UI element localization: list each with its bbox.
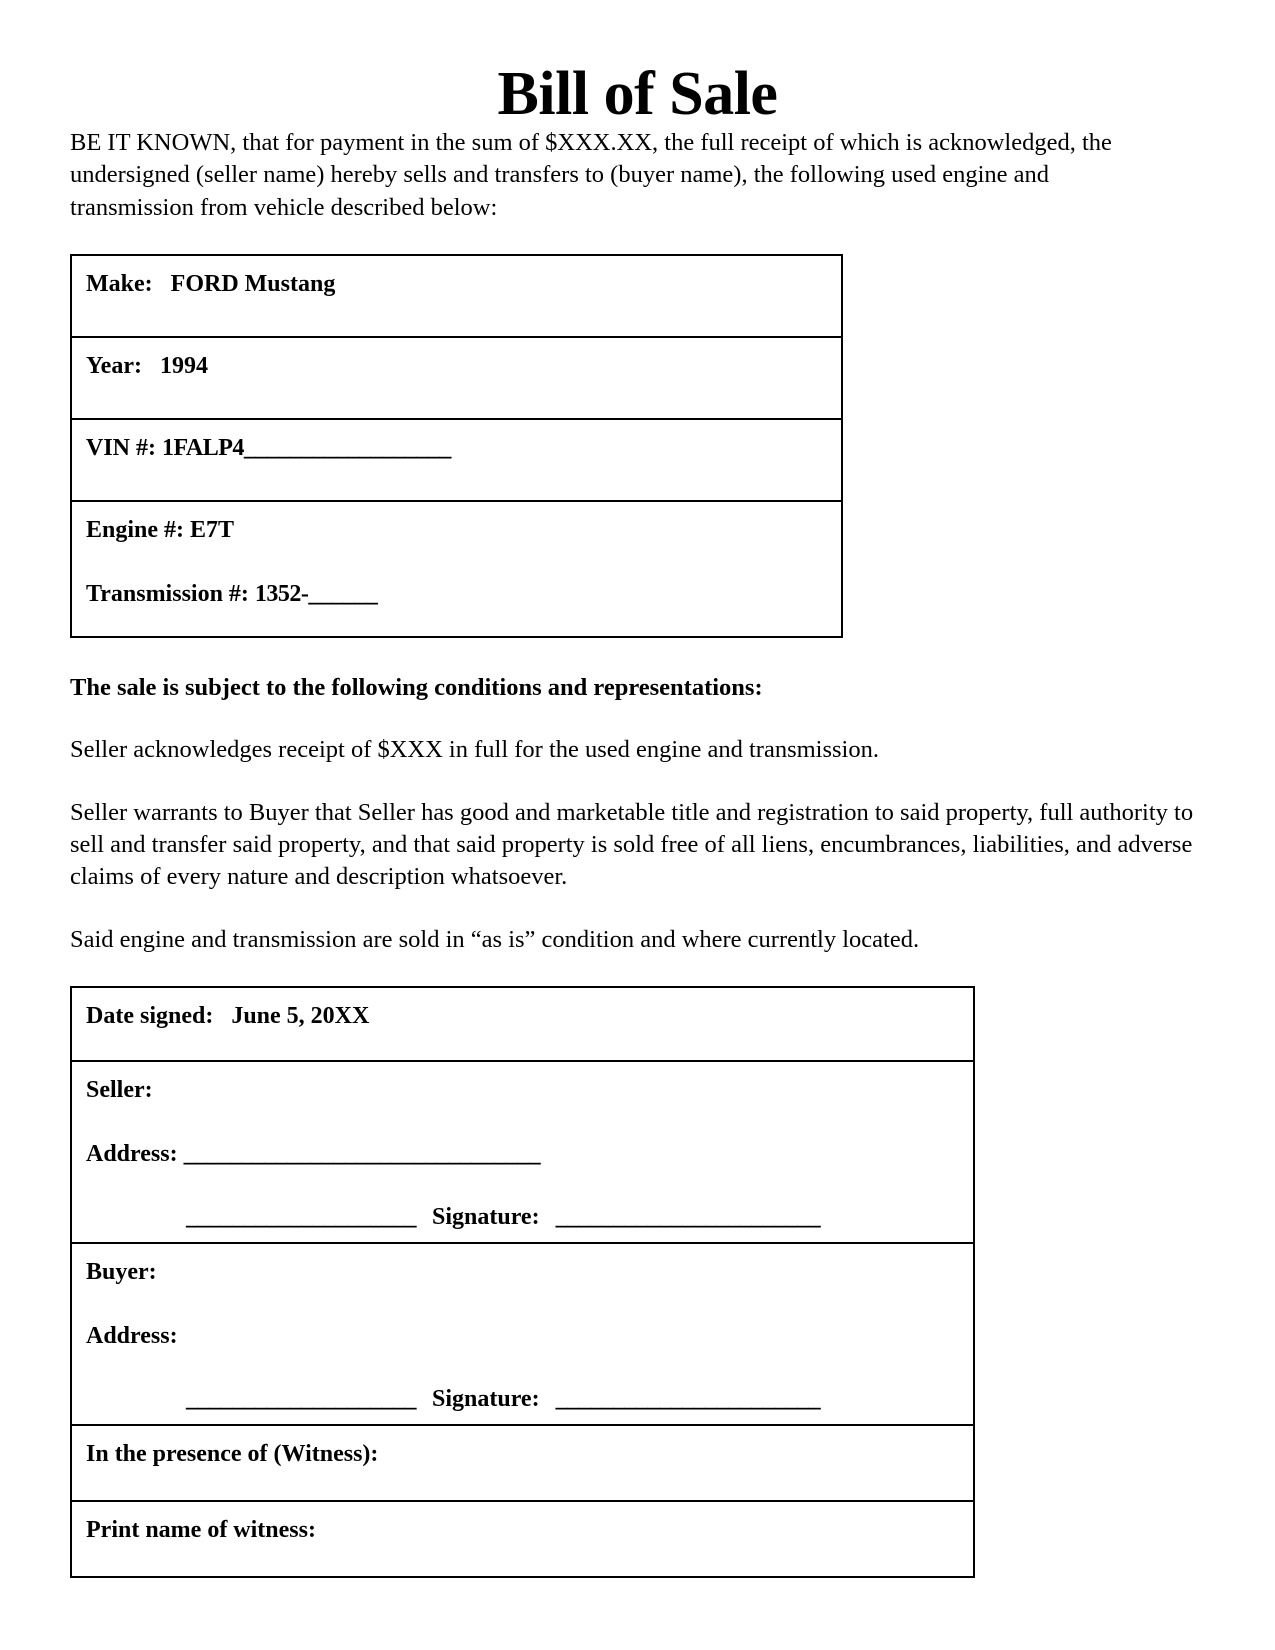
table-row — [71, 255, 842, 337]
receipt-paragraph: Seller acknowledges receipt of $XXX in full for the used engine and transmission. — [70, 736, 879, 764]
intro-paragraph: BE IT KNOWN, that for payment in the sum of $XXX.XX, the full receipt of which is acknowledged, the undersigned (seller name) hereby sells and transfers to (buyer name), the following used engine and transmission from vehicle described below: — [70, 129, 1112, 221]
engine-label: Engine #: — [86, 517, 185, 544]
seller-address-row — [86, 1138, 973, 1170]
buyer-address-label: Address: — [86, 1323, 178, 1350]
buyer-signature-row — [86, 1383, 973, 1415]
buyer-address-row — [86, 1320, 973, 1352]
table-row — [71, 1425, 974, 1501]
spacer — [70, 638, 1205, 672]
table-row — [71, 419, 842, 501]
table-row — [71, 501, 842, 637]
engine-value: E7T — [190, 517, 235, 544]
seller-cell — [71, 1061, 974, 1243]
buyer-label: Buyer: — [86, 1259, 157, 1286]
vin-value: 1FALP4__________________ — [162, 435, 451, 462]
buyer-signature-line: _______________________ — [555, 1385, 821, 1412]
seller-address-line: _______________________________ — [183, 1141, 541, 1168]
spacer — [70, 894, 1205, 924]
buyer-signature-label: Signature: — [432, 1385, 540, 1412]
as-is-paragraph: Said engine and transmission are sold in “as is” condition and where currently located. — [70, 925, 920, 953]
transmission-line — [86, 578, 841, 610]
table-row — [71, 337, 842, 419]
transmission-value: 1352-______ — [254, 581, 378, 608]
vehicle-make-cell — [71, 255, 842, 337]
signature-table — [70, 986, 975, 1578]
witness-presence-label: In the presence of (Witness): — [86, 1441, 379, 1468]
page-title: Bill of Sale — [497, 60, 778, 128]
vin-label: VIN #: — [86, 435, 156, 462]
witness-print-name-cell — [71, 1501, 974, 1577]
conditions-heading: The sale is subject to the following conditions and representations: — [70, 674, 763, 702]
buyer-signature-prefix-line: ____________________ — [186, 1385, 416, 1412]
witness-print-name-label: Print name of witness: — [86, 1517, 316, 1544]
vehicle-engine-transmission-cell — [71, 501, 842, 637]
make-value: FORD Mustang — [170, 271, 336, 298]
seller-signature-prefix-line: ____________________ — [186, 1203, 416, 1230]
vehicle-year-cell — [71, 337, 842, 419]
table-row — [71, 987, 974, 1061]
table-row — [71, 1061, 974, 1243]
seller-address-label: Address: — [86, 1141, 178, 1168]
seller-signature-label: Signature: — [432, 1203, 540, 1230]
vehicle-vin-cell — [71, 419, 842, 501]
date-signed-value: June 5, 20XX — [231, 1003, 370, 1030]
date-signed-cell — [71, 987, 974, 1061]
year-label: Year: — [86, 353, 142, 380]
engine-line — [86, 514, 841, 546]
witness-presence-cell — [71, 1425, 974, 1501]
spacer — [70, 704, 1205, 734]
table-row — [71, 1501, 974, 1577]
seller-signature-row — [86, 1201, 973, 1233]
vehicle-details-table — [70, 254, 843, 638]
spacer — [70, 767, 1205, 797]
seller-signature-line: _______________________ — [555, 1203, 821, 1230]
seller-label: Seller: — [86, 1077, 153, 1104]
transmission-label: Transmission #: — [86, 581, 249, 608]
document-body — [70, 127, 1205, 1578]
make-label: Make: — [86, 271, 153, 298]
table-row — [71, 1243, 974, 1425]
year-value: 1994 — [159, 353, 208, 380]
buyer-cell — [71, 1243, 974, 1425]
date-signed-label: Date signed: — [86, 1003, 214, 1030]
warranty-paragraph: Seller warrants to Buyer that Seller has good and marketable title and registration to said property, full authority to sell and transfer said property, and that said property is sold free of all liens, encumbrances, liabilities, and adverse claims of every nature and description whatsoever. — [70, 798, 1194, 891]
